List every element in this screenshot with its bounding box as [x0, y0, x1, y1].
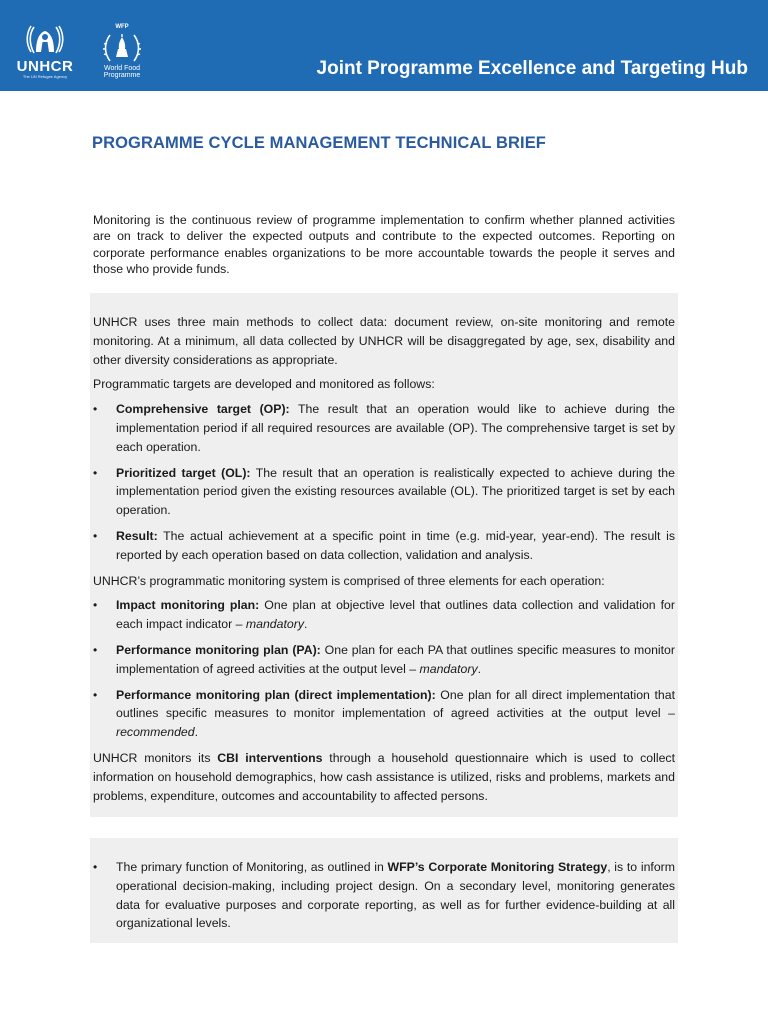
wfp-monitoring-box: [90, 838, 678, 943]
requirement-status: mandatory: [245, 617, 304, 632]
bullet-icon: •: [93, 642, 98, 657]
term: Comprehensive target (OP):: [116, 402, 290, 417]
list-item: [93, 527, 675, 565]
period: .: [477, 661, 482, 676]
list-item: [93, 858, 675, 933]
wfp-list: [93, 858, 675, 933]
wfp-name-line2: Programme: [103, 72, 141, 79]
term: Performance monitoring plan (direct implementation):: [116, 687, 436, 702]
unhcr-emblem-icon: [25, 22, 65, 58]
term-text: The result that an operation would like to achieve during the implementation period if all required resources are available (OP). The comprehensive target is set by each operation.: [116, 402, 675, 454]
list-item: [93, 686, 675, 742]
bullet-icon: •: [93, 598, 98, 613]
targets-intro: Programmatic targets are developed and monitored as follows:: [93, 377, 435, 392]
unhcr-wordmark: UNHCR: [16, 58, 74, 75]
page-header: [0, 0, 768, 91]
hub-title: Joint Programme Excellence and Targeting Hub: [316, 58, 748, 79]
unhcr-logo: [14, 22, 76, 84]
period: .: [194, 725, 199, 740]
unhcr-subtitle: The UN Refugee Agency: [22, 74, 68, 79]
document-title: PROGRAMME CYCLE MANAGEMENT TECHNICAL BRIEF: [92, 134, 546, 152]
term-text: One plan at objective level that outlines data collection and validation for each impact indicator –: [116, 598, 675, 632]
wfp-wreath-icon: [102, 31, 142, 65]
cbi-term: CBI interventions: [217, 750, 323, 765]
cbi-paragraph: [93, 749, 675, 805]
term: Result:: [116, 528, 158, 543]
bullet-icon: •: [93, 860, 98, 874]
data-collection-paragraph: UNHCR uses three main methods to collect data: document review, on-site monitoring and remote monitoring. At a minimum, all data collected by UNHCR will be disaggregated by age, sex, disability and other diversity considerations as appropriate.: [93, 315, 675, 367]
targets-list: [93, 400, 675, 564]
term: Impact monitoring plan:: [116, 598, 260, 613]
intro-paragraph: Monitoring is the continuous review of programme implementation to confirm whether planned activities are on track to deliver the expected outputs and contribute to the expected outcomes. Reporting on corporate performance enables organizations to be more accountable towards the people it serves and those who provide funds.: [93, 213, 675, 277]
term: Prioritized target (OL):: [116, 465, 251, 480]
term-text: One plan for all direct implementation that outlines specific measures to monitor implementation of agreed activities at the output level –: [116, 687, 675, 721]
bullet-icon: •: [93, 465, 98, 480]
list-item: [93, 596, 675, 634]
list-item: [93, 400, 675, 456]
term: Performance monitoring plan (PA):: [116, 642, 321, 657]
list-item: [93, 464, 675, 520]
plans-list: [93, 596, 675, 742]
cbi-text-after: through a household questionnaire which is used to collect information on household demographics, how cash assistance is utilized, risks and problems, markets and problems, expenditure, outcomes and accountability to affected persons.: [93, 750, 675, 803]
period: .: [303, 617, 308, 632]
bullet-icon: •: [93, 402, 98, 417]
wfp-name-line1: World Food: [103, 65, 141, 72]
unhcr-monitoring-box: [90, 293, 678, 817]
wfp-logo: [96, 24, 148, 88]
system-intro: UNHCR’s programmatic monitoring system is comprised of three elements for each operation:: [93, 573, 605, 588]
cbi-text-before: UNHCR monitors its: [93, 750, 218, 765]
term-text: The actual achievement at a specific point in time (e.g. mid-year, year-end). The result is reported by each operation based on data collection, validation and analysis.: [116, 528, 675, 562]
wfp-text-before: The primary function of Monitoring, as outlined in: [116, 860, 388, 874]
term-text: One plan for each PA that outlines specific measures to monitor implementation of agreed activities at the output level –: [116, 642, 675, 676]
requirement-status: mandatory: [419, 661, 478, 676]
wfp-text-after: , is to inform operational decision-making, including project design. On a secondary level, monitoring generates data for evaluative purposes and corporate reporting, as well as for further evidence-building at all organizational levels.: [116, 860, 675, 931]
wfp-strategy-term: WFP’s Corporate Monitoring Strategy: [387, 860, 608, 874]
bullet-icon: •: [93, 687, 98, 702]
bullet-icon: •: [93, 528, 98, 543]
requirement-status: recommended: [116, 725, 195, 740]
term-text: The result that an operation is realistically expected to achieve during the implementation period given the existing resources available (OL). The prioritized target is set by each operation.: [116, 465, 675, 518]
wfp-abbreviation: WFP: [115, 24, 129, 30]
list-item: [93, 641, 675, 679]
